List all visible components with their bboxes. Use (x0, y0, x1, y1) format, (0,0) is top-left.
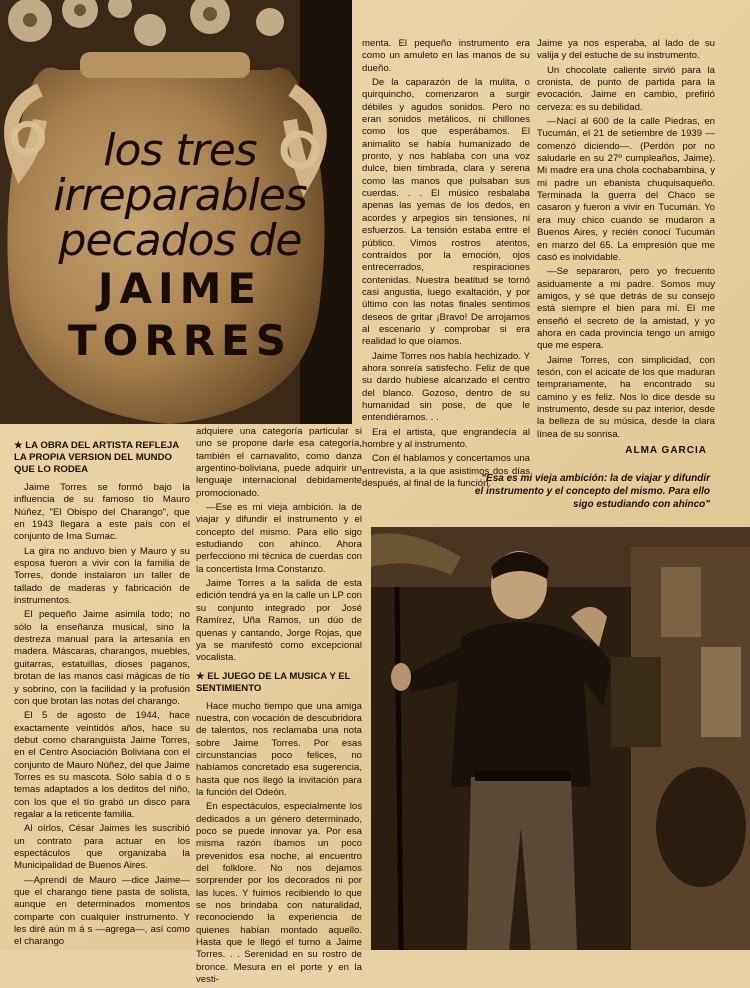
paragraph: Hace mucho tiempo que una amiga nuestra, con vocación de descubridora de talentos, nos reclamaba una nota sobre Jaime Torres. Por esas circunstancias poco felices, no habíamos concretado esa sugerencia, hasta que nos llegó la invitación para la función del Odeón. (196, 700, 362, 798)
column-1 (14, 440, 190, 951)
musician-photo (371, 527, 750, 950)
paragraph: —Ese es mi vieja ambición. la de viajar y difundir el instrumento y el concepto del mismo. Para ello sigo estudiando con ahínco. Ahora perfecciono mi técnica de cuerdas con la concertista Irma Constanzo. (196, 502, 362, 575)
paragraph: En espectáculos, especialmente los dedicados a un género determinado, poco se puede innovar ya. Por esa misma razón íbamos un poco prevenidos esa noche, al encuentro del folklore. No nos dejamos sorprender por los decorados ni por las luces. Y fuimos recibiendo lo que se nos brindaba con naturalidad, reconociendo la experiencia de quienes habían montado aquello. Hasta que le llegó el turno a Jaime Torres. . . Serenidad en su rostro de bronce. Mesura en el porte y en la vesti- (196, 801, 362, 986)
paragraph: Un chocolate caliente sirvió para la cronista, de punto de partida para la evocación. Jaime en cambio, prefirió cerveza: es su debilidad. (537, 64, 715, 113)
paragraph: Jaime Torres nos había hechizado. Y ahora sonreía satisfecho. Feliz de que su dardo hubiese alcanzado el centro del blanco. Gozoso, dentro de su humanidad sin pose, de que le entendiéramos. . . (362, 350, 530, 424)
musician-illustration (371, 527, 750, 950)
section-heading-1: ★ LA OBRA DEL ARTISTA REFLEJA LA PROPIA VERSION DEL MUNDO QUE LO RODEA (14, 440, 179, 475)
paragraph: —Nací al 600 de la calle Piedras, en Tucumán, el 21 de setiembre de 1939 —comenzó diciendo—. (Perdón por no saludarle en su 27º cumpleaños, Jaime). Mi madre era una chola cochabambina, y mi padre un ebanista chuquisaqueño. Terminada la guerra del Chaco se casaron y fueron a vivir en Tucumán. Yo era muy chico cuando se mudaron a Buenos Aires, y recién conocí Tucumán en marzo del 65. La empresión que me casó es inolvidable. (537, 116, 715, 263)
paragraph: —Aprendí de Mauro —dice Jaime— que el charango tiene pasta de solista, aunque en determinados momentos comparte con cualquier instrumento. Y les diré aún m á s —agrega—, así como el charango (14, 874, 190, 948)
paragraph: Jaime Torres se formó bajo la influencia de su famoso tío Mauro Núñez, "El Obispo del Charango", que en 1943 llegara a este país con el conjunto de Ima Sumac. (14, 482, 190, 543)
column-2 (196, 426, 362, 988)
paragraph: Jaime Torres, con simplicidad, con tesón, con el acicate de los que maduran tempranamente, ha encontrado su camino y es feliz. Nos lo dice desde su instrumento, desde su paz interior, desde la belleza de su música, desde la clara línea de su sonrisa. (537, 354, 715, 440)
paragraph: El pequeño Jaime asimila todo; no sólo la enseñanza musical, sino la destreza manual para la artesanía en madera. Máscaras, charangos, muebles, guitarras, estatuillas, dioses paganos, brotan de las manos casi mágicas de tío y sobrino, con la facilidad y la profusión con que brotan las notas del charango. (14, 609, 190, 707)
paragraph: menta. El pequeño instrumento era como un amuleto en las manos de su dueño. (362, 38, 530, 74)
paragraph: Jaime ya nos esperaba, al lado de su valija y del estuche de su instrumento. (537, 38, 715, 62)
title-line-4: JAIME (97, 264, 263, 313)
title-line-1: los tres (103, 125, 257, 176)
paragraph: De la caparazón de la mulita, o quirquincho, comenzaron a surgir débiles y agudos sonidos. Pero no eran sonidos metálicos, ni chillones como los que esperábamos. El animalito se había humanizado de pronto, y nos hablaba con una voz dulce, bien timbrada, clara y serena como las manos que pulsaban sus cuerdas. . . El músico resbalaba apenas las yemas de los dedos, en acordes y arpegios sin tensiones, ni esfuerzos. La tensión estaba entre el público. Vimos rostros atentos, contraídos por la emoción, ojos entrecerrados, respiraciones contenidas. Nuestra beatitud se tornó casi angustia, luego exaltación, y por último con las notas finales sentimos deseos de gritar ¡Bravo! De arrojarnos al escenario y comprobar si era realidad lo que oíamos. (362, 77, 530, 348)
paragraph: Jaime Torres a la salida de esta edición tendrá ya en la calle un LP con su conjunto integrado por José Ramírez, Uña Ramos, un dúo de quenas y cantando, Jorge Rojas, que ya se manifestó como excepcional vocalista. (196, 578, 362, 664)
vase-photo (0, 0, 352, 424)
paragraph: Con él hablamos y concertamos una entrevista, a la que asistimos dos días después, al final de la función. (362, 453, 530, 490)
paragraph: Al oírlos, César Jaimes les suscribió un contrato para actuar en los espectáculos que organizaba la Municipalidad de Buenos Aires. (14, 823, 190, 872)
paragraph: Era el artista, que engrandecía al hombre y al instrumento. (362, 426, 530, 450)
column-4 (537, 38, 715, 457)
paragraph: adquiere una categoría particular si uno se propone darle esa categoría, también el carnavalito, como danza argentino-boliviana, puede adquirir un lenguaje internacional debidamente promocionado. (196, 426, 362, 499)
title-line-5: TORRES (68, 316, 292, 365)
column-3 (362, 38, 530, 492)
paragraph: —Se separaron, pero yo frecuento asiduamente a mi padre. Somos muy amigos, y sé que detrás de su consejo está siempre el bien para mí. El me enseñó el secreto de la amistad, y yo ahora en cada provincia tengo un amigo que me espera. (537, 266, 715, 352)
article-title (20, 125, 340, 367)
title-line-3: pecados de (58, 215, 302, 266)
author-byline: ALMA GARCIA (625, 445, 707, 456)
title-line-2: irreparables (53, 170, 307, 221)
paragraph: El 5 de agosto de 1944, hace exactamente veintidós años, hace su debut como charanguista Jaime Torres, en el Centro Asociación Boliviana con el conjunto de Mauro Núñez, del que Jaime Torres es su mascota. Sólo sabía d o s temas adaptados a los deditos del niño, con los que el tío grabó un disco para regalar a la reticente familia. (14, 710, 190, 820)
pull-quote: "Esa es mi vieja ambición: la de viajar y difundir el instrumento y el concepto del mismo. Para ello sigo estudiando con ahinco" (474, 473, 710, 510)
paragraph: La gira no anduvo bien y Mauro y su esposa fueron a vivir con la familia de Torres, donde instalaron un taller de tallado de maderas y fabricación de instrumentos. (14, 545, 190, 607)
section-heading-2: ★ EL JUEGO DE LA MUSICA Y EL SENTIMIENTO (196, 670, 351, 694)
